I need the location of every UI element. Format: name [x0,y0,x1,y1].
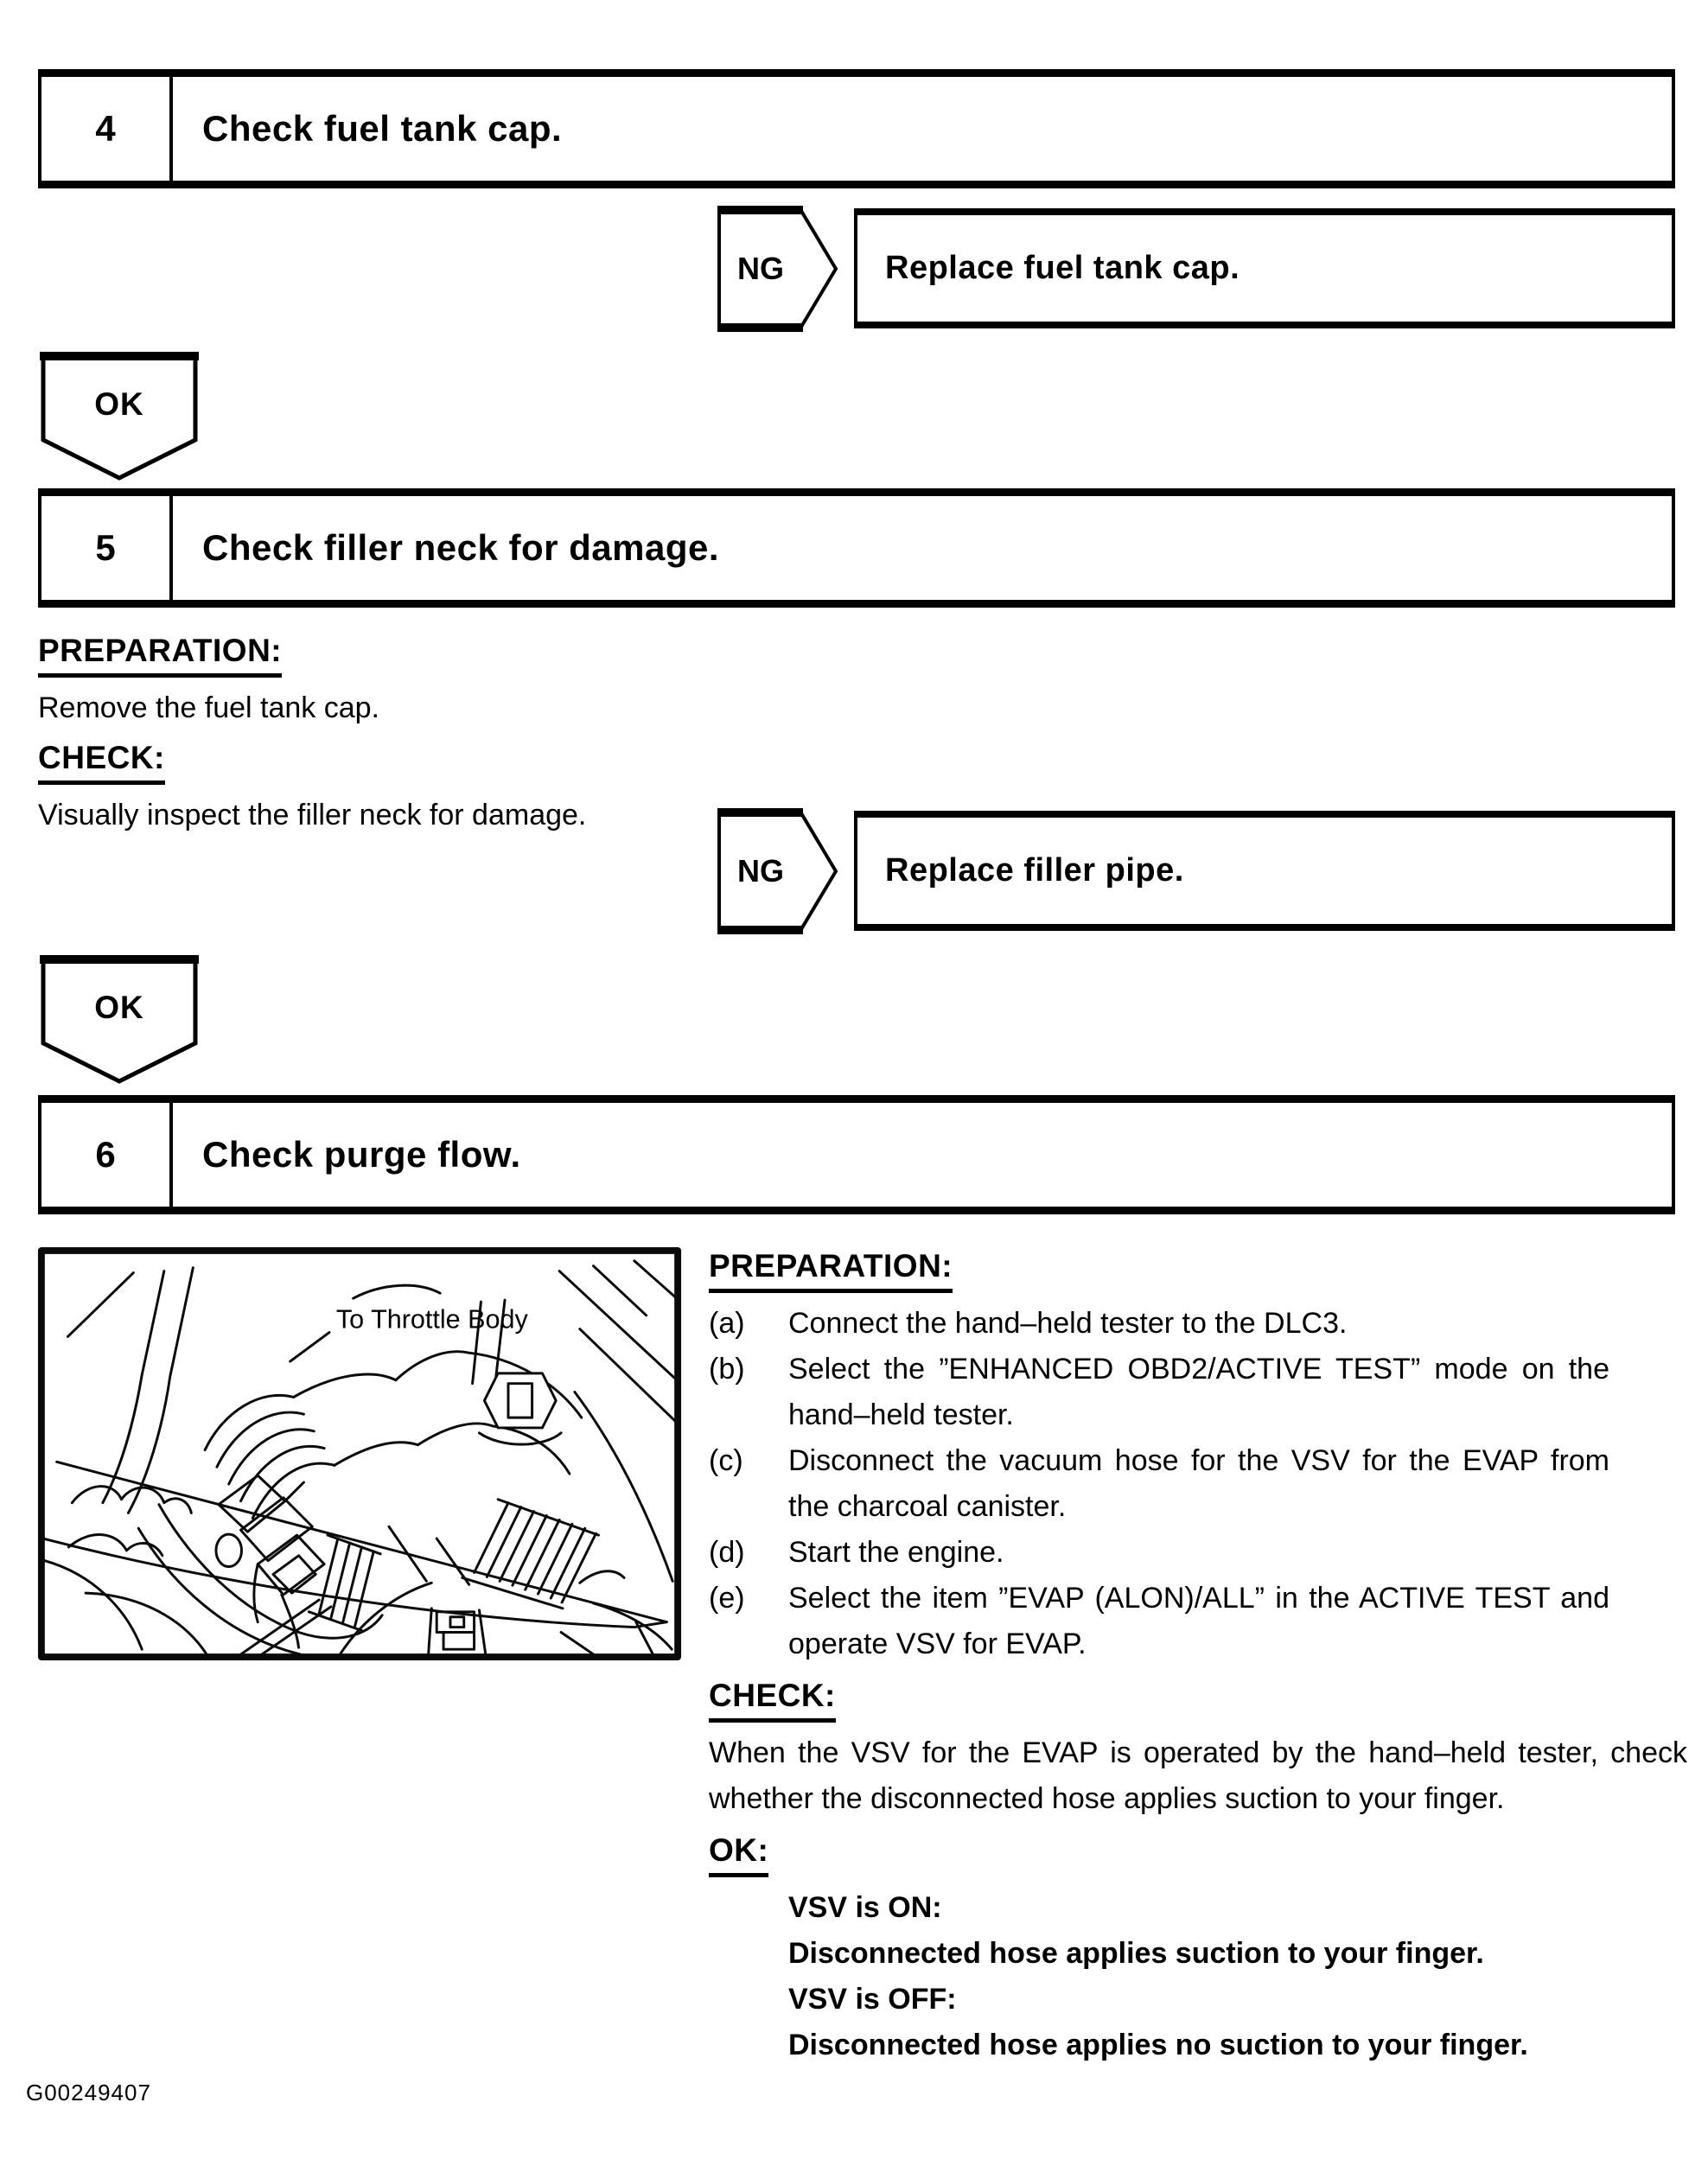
step-box-5 [38,488,1675,608]
preparation-item-a [709,1301,1687,1347]
step-number: 4 [41,77,173,181]
ng-result-text: Replace filler pipe. [885,852,1184,889]
item-label: (d) [709,1536,745,1569]
preparation-item-b [709,1347,1687,1438]
item-label: (e) [709,1582,745,1615]
ok-result-line: VSV is OFF: [788,1983,957,2016]
ok-heading: OK: [709,1833,768,1877]
step-title: Check fuel tank cap. [202,108,563,149]
item-label: (a) [709,1307,745,1340]
ok-result-line: Disconnected hose applies no suction to your finger. [788,2029,1528,2061]
ng-label: NG [737,853,784,889]
preparation-heading: PREPARATION: [709,1249,953,1293]
preparation-item-e [709,1576,1687,1667]
ok-result-line: VSV is ON: [788,1891,942,1924]
item-text: Select the item ”EVAP (ALON)/ALL” in the ACTIVE TEST and operate VSV for EVAP. [788,1582,1609,1660]
item-text: Disconnect the vacuum hose for the VSV for the EVAP from the charcoal canister. [788,1444,1609,1523]
step6-details [709,1245,1687,2068]
check-heading: CHECK: [38,741,165,785]
preparation-heading: PREPARATION: [38,634,282,678]
step-title: Check purge flow. [202,1134,521,1175]
item-text: Select the ”ENHANCED OBD2/ACTIVE TEST” mode on the hand–held tester. [788,1353,1609,1431]
ng-result-text: Replace fuel tank cap. [885,250,1240,286]
check-text: When the VSV for the EVAP is operated by the hand–held tester, check whether the disconnected hose applies suction to your finger. [709,1736,1687,1815]
ng-result-box [854,208,1675,328]
engine-bay-line-art [35,1247,685,1660]
item-label: (b) [709,1353,745,1386]
ng-label: NG [737,251,784,286]
step-box-6 [38,1095,1675,1214]
ok-result-line: Disconnected hose applies suction to your finger. [788,1937,1484,1970]
ng-branch-2 [717,807,838,935]
check-heading: CHECK: [709,1679,836,1723]
figure-code: G00249407 [26,2080,151,2105]
illustration-callout: To Throttle Body [335,1304,528,1335]
step5-details [38,629,1075,838]
step-number: 5 [41,496,173,600]
preparation-item-c [709,1438,1687,1530]
item-label: (c) [709,1444,743,1477]
ok-label: OK [94,990,144,1025]
step-box-4 [38,69,1675,188]
ok-marker-2 [40,954,199,1086]
ng-result-box [854,811,1675,931]
preparation-text: Remove the fuel tank cap. [38,691,380,724]
step-title: Check filler neck for damage. [202,527,720,568]
illustration-panel [35,1247,685,1660]
ok-marker-1 [40,351,199,482]
preparation-item-d [709,1530,1687,1576]
item-text: Connect the hand–held tester to the DLC3. [788,1307,1348,1340]
check-text: Visually inspect the filler neck for damage. [38,799,587,831]
step-number: 6 [41,1103,173,1207]
ng-branch-1 [717,205,838,333]
ok-label: OK [94,386,144,422]
item-text: Start the engine. [788,1536,1004,1569]
